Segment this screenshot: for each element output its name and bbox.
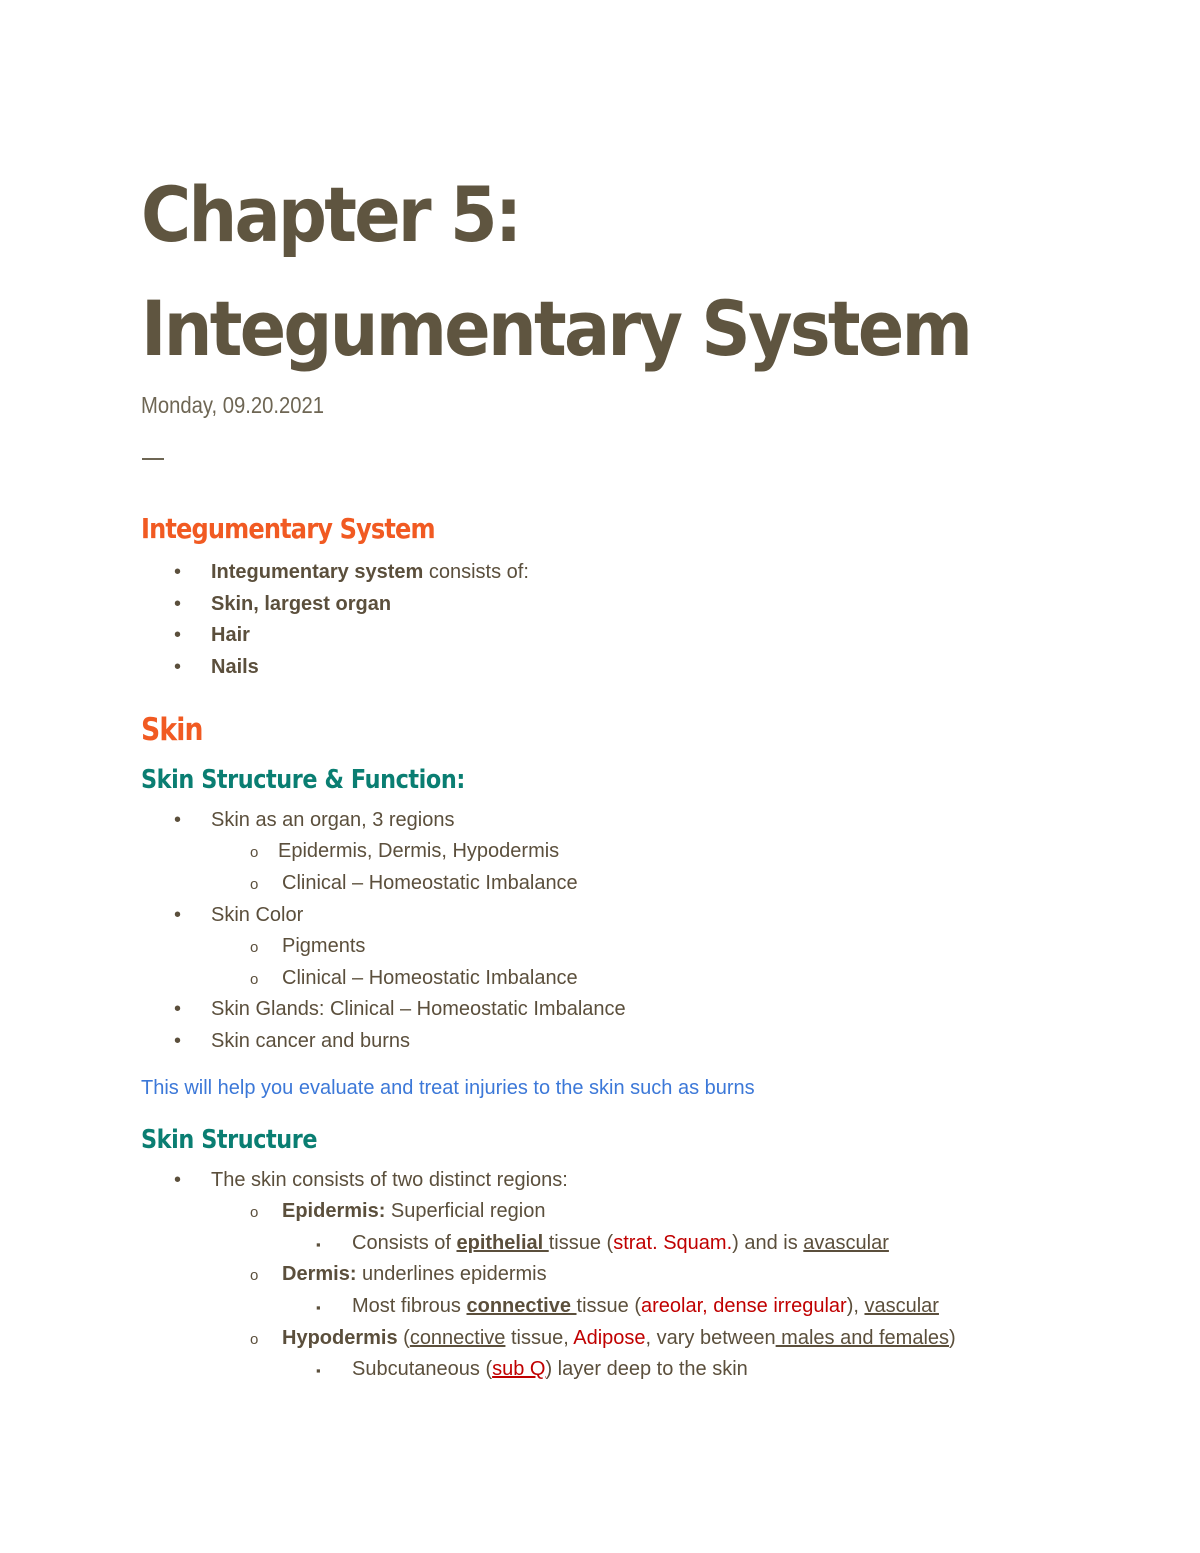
list-item: Skin, largest organ bbox=[211, 593, 392, 615]
bullet-icon: • bbox=[174, 904, 182, 926]
bullet-icon: • bbox=[174, 809, 182, 831]
document-date: Monday, 09.20.2021 bbox=[141, 392, 325, 418]
list-item: Skin Color bbox=[211, 904, 304, 926]
list-item: Skin Glands: Clinical – Homeostatic Imbalance bbox=[211, 998, 626, 1020]
list-item: The skin consists of two distinct regions: bbox=[211, 1169, 568, 1191]
list-item: Most fibrous connective tissue (areolar, dense irregular), vascular bbox=[352, 1295, 939, 1317]
bullet-icon: • bbox=[174, 656, 182, 678]
divider bbox=[142, 458, 164, 460]
list-item: Subcutaneous (sub Q) layer deep to the skin bbox=[352, 1358, 748, 1380]
subheading-skin-structure: Skin Structure bbox=[141, 1125, 318, 1155]
list-item: Skin as an organ, 3 regions bbox=[211, 809, 455, 831]
list-item: Consists of epithelial tissue (strat. Squam.) and is avascular bbox=[352, 1232, 889, 1254]
bullet-icon: ▪ bbox=[316, 1300, 321, 1315]
page-title: Chapter 5: Integumentary System bbox=[141, 170, 971, 373]
list-item: Clinical – Homeostatic Imbalance bbox=[282, 967, 578, 989]
heading-integumentary-system: Integumentary System bbox=[141, 512, 435, 545]
bullet-icon: • bbox=[174, 593, 182, 615]
bullet-icon: • bbox=[174, 1030, 182, 1052]
list-item-hypodermis: Hypodermis (connective tissue, Adipose, vary between males and females) bbox=[282, 1327, 956, 1349]
bullet-icon: o bbox=[250, 1331, 259, 1348]
bullet-icon: o bbox=[250, 1267, 259, 1284]
list-item: Integumentary system consists of: bbox=[211, 561, 529, 583]
list-item-epidermis: Epidermis: Superficial region bbox=[282, 1200, 546, 1222]
bullet-icon: ▪ bbox=[316, 1237, 321, 1252]
bullet-icon: • bbox=[174, 624, 182, 646]
bullet-icon: • bbox=[174, 561, 182, 583]
subheading-skin-structure-function: Skin Structure & Function: bbox=[141, 765, 465, 795]
heading-skin: Skin bbox=[141, 712, 203, 748]
bullet-icon: o bbox=[250, 876, 259, 893]
list-item: Pigments bbox=[282, 935, 366, 957]
list-item: Skin cancer and burns bbox=[211, 1030, 411, 1052]
bullet-icon: o bbox=[250, 1204, 259, 1221]
note-text: This will help you evaluate and treat injuries to the skin such as burns bbox=[141, 1077, 755, 1099]
list-item: Epidermis, Dermis, Hypodermis bbox=[278, 840, 560, 862]
list-item: Clinical – Homeostatic Imbalance bbox=[282, 872, 578, 894]
list-item: Nails bbox=[211, 656, 259, 678]
bullet-icon: o bbox=[250, 844, 259, 861]
list-item-dermis: Dermis: underlines epidermis bbox=[282, 1263, 547, 1285]
bullet-icon: o bbox=[250, 971, 259, 988]
bullet-icon: ▪ bbox=[316, 1363, 321, 1378]
bullet-icon: o bbox=[250, 939, 259, 956]
bullet-icon: • bbox=[174, 998, 182, 1020]
bullet-icon: • bbox=[174, 1169, 182, 1191]
list-item: Hair bbox=[211, 624, 250, 646]
